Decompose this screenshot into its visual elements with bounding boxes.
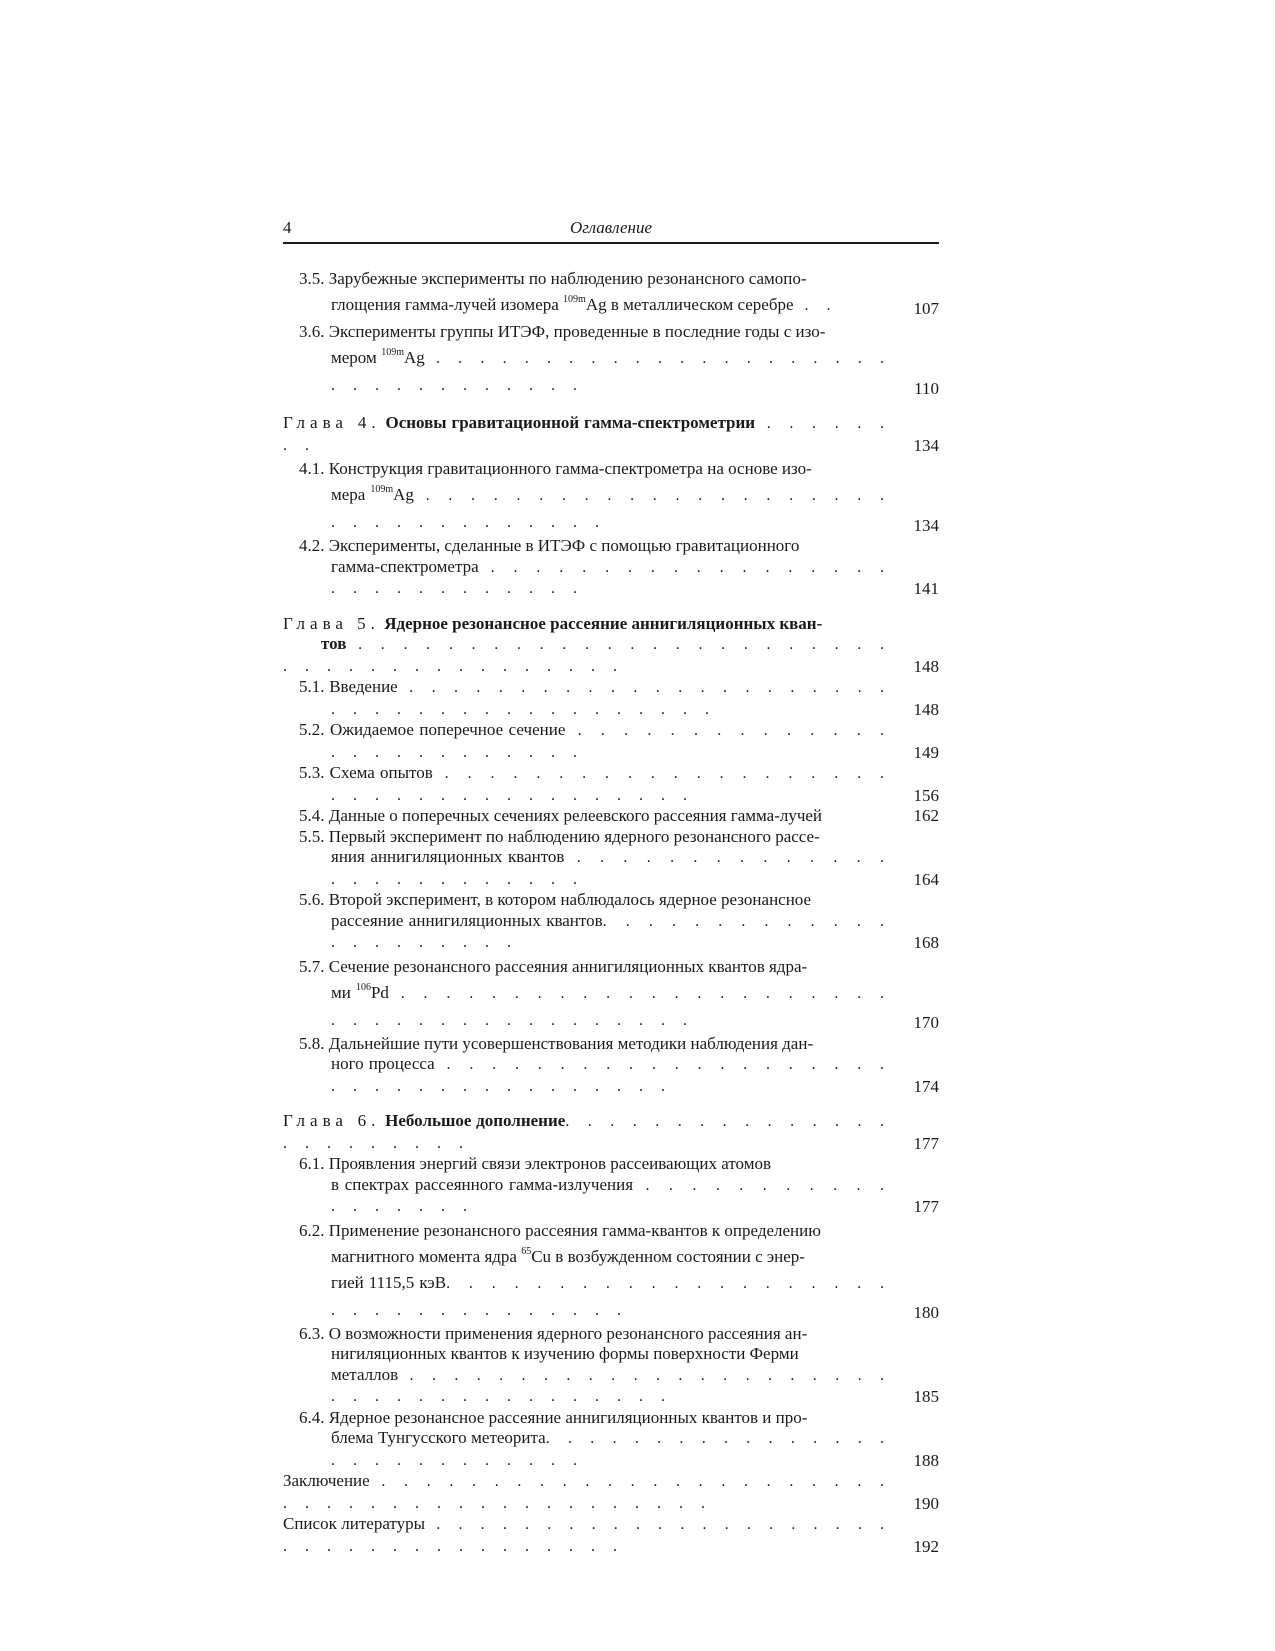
toc-entry-s6-1[interactable]: [283, 1154, 939, 1218]
page-ref: 177: [913, 1133, 939, 1153]
dot-leader: . . . . . . . . . . . . . . . . . .: [331, 1176, 892, 1215]
page-ref: 110: [914, 378, 939, 398]
section-number: 6.3.: [299, 1323, 329, 1343]
section-number: 5.8.: [299, 1033, 329, 1053]
page-ref: 180: [913, 1303, 939, 1322]
line: Схема опытов: [329, 763, 433, 782]
page-ref: 134: [913, 515, 939, 535]
page-ref: 148: [913, 656, 939, 676]
line: Дальнейшие пути усовершенствования методики наблюдения дан-: [328, 1033, 814, 1053]
section-number: 3.6.: [299, 322, 329, 341]
toc-entry-text: [283, 677, 891, 720]
dot-leader: . . . . . . . . . . . . . . . . . . . . . . . . . . . . . . . . . .: [331, 1274, 892, 1319]
toc-entry-text: [283, 1471, 891, 1514]
chapter-title: Небольшое дополнение: [385, 1111, 566, 1130]
toc-entry-text: [283, 1154, 891, 1218]
section-number: 6.1.: [299, 1154, 329, 1173]
line: яния аннигиляционных квантов: [331, 847, 565, 866]
toc-entry-s5-5[interactable]: [283, 827, 939, 891]
line: металлов: [331, 1364, 399, 1384]
section-number: 4.1.: [299, 459, 329, 478]
toc-entry-text: [283, 1324, 891, 1408]
toc-entry-text: [283, 456, 891, 536]
dot-leader: . . . . . . . . . . . . . . . . . . . . . . . . . .: [331, 849, 892, 888]
toc-entry-s6-3[interactable]: [283, 1324, 939, 1408]
line: магнитного момента ядра: [331, 1246, 522, 1266]
dot-leader: . . . . . . . . . . . . . . . . . . . . . . . . . . . .: [331, 1430, 891, 1469]
line: Список литературы: [283, 1514, 426, 1533]
isotope-mass: 109m: [381, 347, 404, 359]
toc-entry-s5-1[interactable]: [283, 677, 939, 720]
line: мером: [331, 348, 382, 367]
toc-entry-s5-6[interactable]: [283, 890, 939, 954]
toc-entry-s4-2[interactable]: [283, 536, 939, 600]
running-head: [283, 216, 939, 244]
toc-entry-text: [283, 890, 891, 954]
dot-leader: . . . . . . . . . . . . . . . . . . . . . . . . . . . . . . . . . . . . . . .: [331, 984, 892, 1029]
dot-leader: . .: [793, 297, 838, 314]
section-number: 6.2.: [299, 1220, 329, 1240]
line: ми: [331, 982, 356, 1002]
line: рассеяние аннигиляционных квантов: [331, 910, 603, 930]
toc-entry-s5-3[interactable]: [283, 763, 939, 806]
dot-leader: . . . . . . . . . . . . . . . . . . . . . . . . . . . . . . . . . . . . .: [283, 1516, 892, 1555]
toc-entry-text: [283, 536, 891, 600]
toc-entry-text: [283, 806, 891, 827]
toc-entry-ch6[interactable]: [283, 1111, 939, 1154]
line: Конструкция гравитационного гамма-спектрометра на основе изо-: [328, 459, 812, 478]
isotope-symbol: Ag: [403, 348, 425, 367]
section-number: 6.4.: [299, 1407, 329, 1427]
line: Второй эксперимент, в котором наблюдалось ядерное резонансное: [328, 890, 812, 909]
dot-leader: . . . . . . . . . . . . . . . . . . . . . . . . . . . . . . . . . .: [331, 487, 891, 531]
page-ref: 190: [913, 1493, 939, 1513]
toc-entry-text: [283, 720, 891, 763]
toc-entry-s6-2[interactable]: [283, 1218, 939, 1324]
page-ref: 156: [913, 785, 939, 805]
toc-entry-text: [283, 614, 891, 678]
toc-entry-text: [283, 1218, 891, 1324]
page-ref: 188: [913, 1450, 939, 1470]
line: блема Тунгусского метеорита: [331, 1428, 546, 1447]
toc-entry-s6-4[interactable]: [283, 1408, 939, 1472]
toc-entry-ch4[interactable]: [283, 413, 939, 456]
page-ref: 168: [913, 933, 939, 952]
line: Зарубежные эксперименты по наблюдению резонансного самопо-: [328, 269, 807, 288]
line: мера: [331, 485, 371, 504]
page-ref: 170: [913, 1013, 939, 1032]
toc-entry-s5-4[interactable]: [283, 806, 939, 827]
dot-leader: . . . . . . . . . . . . . . . . . . . . . . . . . . . . . . . . . . . . . . . .: [331, 679, 892, 718]
toc-entry-text: [283, 1111, 891, 1154]
toc-entry-text: [283, 827, 891, 891]
toc-entry-text: [283, 1408, 891, 1472]
line: гией 1115,5 кэВ: [331, 1272, 447, 1292]
dot-leader: . . . . . . . . . . . . . . . . . . . . . . . . . . . . . . . . . . . . . . . . . . .: [283, 1473, 891, 1512]
toc-entry-text: [283, 1034, 891, 1098]
toc-entry-text: [283, 319, 891, 399]
page-ref: 192: [913, 1536, 939, 1556]
dot-leader: . . . . . . . . . . . . . . . . . . . . . . . . . . . . . . . . . . . . . . . .: [283, 636, 891, 675]
toc-entry-ch5[interactable]: [283, 614, 939, 678]
chapter-label: Глава 6.: [283, 1111, 381, 1130]
toc-entry-text: [283, 266, 891, 319]
page-ref: 177: [913, 1197, 939, 1216]
isotope-mass: 106: [355, 981, 371, 993]
toc-entry-s5-7[interactable]: [283, 954, 939, 1034]
line: нигиляционных квантов к изучению формы поверхности Ферми: [331, 1344, 799, 1363]
page-ref: 185: [913, 1387, 939, 1406]
toc-entry-s5-2[interactable]: [283, 720, 939, 763]
dot-leader: . . . . . . . . . . . . . . . . . . . . . . . . . . . . . . . . . . . . . .: [331, 1366, 891, 1405]
section-number: 5.3.: [299, 763, 330, 782]
section-number: 5.2.: [299, 720, 331, 739]
toc-entry-s5-8[interactable]: [283, 1034, 939, 1098]
line: Сечение резонансного рассеяния аннигиляционных квантов ядра-: [328, 956, 808, 976]
section-number: 5.5.: [299, 826, 329, 846]
isotope-symbol: Pd: [370, 982, 389, 1002]
line: Данные о поперечных сечениях релеевского рассеяния гамма-лучей: [328, 806, 823, 825]
toc-entry-text: [283, 763, 891, 806]
line: глощения гамма-лучей изомера: [331, 295, 564, 314]
toc-entry-text: [283, 954, 891, 1034]
isotope-symbol: Cu в возбужденном состоянии с энер-: [531, 1246, 805, 1266]
isotope-symbol: Ag: [393, 485, 414, 504]
chapter-title: Ядерное резонансное рассеяние аннигиляционных кван-: [384, 613, 823, 633]
section-number: 5.4.: [299, 806, 329, 825]
dot-leader: . . . . . . . . . . . . . . . . . . . . . .: [331, 912, 891, 951]
line: Эксперименты, сделанные в ИТЭФ с помощью гравитационного: [328, 536, 800, 555]
line: Введение: [329, 677, 398, 696]
page-ref: 134: [913, 435, 939, 455]
page-ref: 148: [913, 699, 939, 719]
line: Заключение: [283, 1471, 370, 1490]
dot-leader: . . . . . . . . . . . . . . . . . . . . . . . .: [283, 1113, 892, 1152]
line: в спектрах рассеянного гамма-излучения: [331, 1174, 634, 1194]
line: Первый эксперимент по наблюдению ядерного резонансного рассе-: [328, 826, 820, 846]
line: Ядерное резонансное рассеяние аннигиляционных квантов и про-: [328, 1407, 808, 1427]
toc-entry-refs[interactable]: [283, 1514, 939, 1557]
dot-leader: . . . . . . . . . . . . . . . . . . . . . . . . . .: [331, 722, 892, 761]
line: Эксперименты группы ИТЭФ, проведенные в последние годы с изо-: [328, 322, 826, 341]
page-ref: 149: [913, 742, 939, 762]
line: О возможности применения ядерного резонансного рассеяния ан-: [328, 1323, 808, 1343]
section-number: 5.1.: [299, 677, 330, 696]
dot-leader: . . . . . . . . . . . . . . . . . . . . . . . . . . . . . . . . .: [331, 350, 892, 394]
toc-entry-s4-1[interactable]: [283, 456, 939, 536]
section-number: 5.7.: [299, 956, 329, 976]
page-ref: 174: [913, 1076, 939, 1096]
isotope-mass: 65: [521, 1245, 532, 1257]
table-of-contents: [283, 266, 939, 1557]
line: Применение резонансного рассеяния гамма-квантов к определению: [328, 1220, 821, 1240]
line: Проявления энергий связи электронов рассеивающих атомов: [328, 1154, 772, 1173]
section-number: 5.6.: [299, 890, 329, 909]
page-ref: 141: [913, 579, 939, 598]
page-ref: 164: [913, 869, 939, 889]
section-number: 3.5.: [299, 269, 329, 288]
chapter-title-cont: тов: [321, 634, 347, 653]
page-number: 4: [283, 218, 292, 237]
page-ref: 162: [913, 806, 939, 825]
toc-entry-text: [283, 1514, 891, 1557]
toc-entry-s3-6[interactable]: [283, 319, 939, 399]
dot-leader: . . . . . . . .: [283, 415, 891, 454]
isotope-symbol: Ag в металлическом серебре: [585, 295, 794, 314]
page-ref: 107: [913, 298, 939, 318]
running-title: Оглавление: [569, 218, 653, 237]
toc-entry-concl[interactable]: [283, 1471, 939, 1514]
line: Ожидаемое поперечное сечение: [330, 720, 566, 739]
isotope-mass: 109m: [563, 294, 586, 306]
chapter-label: Глава 5.: [283, 613, 380, 633]
section-number: 4.2.: [299, 536, 329, 555]
line: гамма-спектрометра: [331, 556, 479, 576]
dot-leader: . . . . . . . . . . . . . . . . . . . . . . . . . . . . . . . . . . . . .: [331, 765, 892, 804]
toc-entry-text: [283, 413, 891, 456]
dot-leader: . . . . . . . . . . . . . . . . . . . . . . . . . . . . . . . . . . . .: [331, 1056, 892, 1095]
chapter-title: Основы гравитационной гамма-спектрометрии: [385, 413, 756, 432]
toc-entry-s3-5[interactable]: [283, 266, 939, 319]
chapter-label: Глава 4.: [283, 413, 381, 432]
line: ного процесса: [331, 1054, 435, 1073]
isotope-mass: 109m: [370, 484, 394, 496]
dot-leader: . . . . . . . . . . . . . . . . . . . . . . . . . . . . . .: [331, 558, 891, 597]
